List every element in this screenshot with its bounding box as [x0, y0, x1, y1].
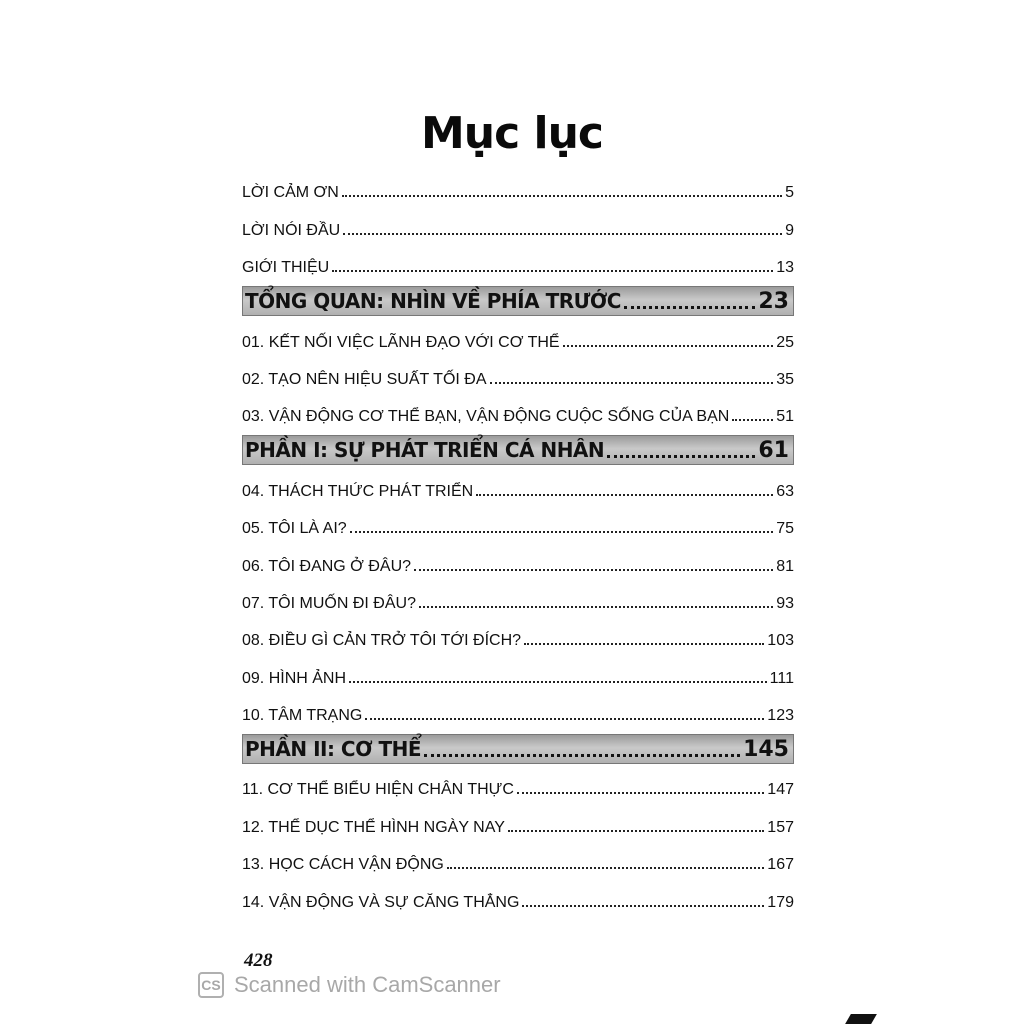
- toc-entry-page: 123: [767, 707, 794, 725]
- toc-dot-leader: [476, 494, 773, 496]
- toc-entry-label: TỔNG QUAN: NHÌN VỀ PHÍA TRƯỚC: [245, 289, 621, 314]
- toc-entry-label: 02. TẠO NÊN HIỆU SUẤT TỐI ĐA: [242, 370, 487, 388]
- toc-entry-page: 25: [776, 333, 794, 351]
- toc-entry-page: 111: [769, 669, 794, 687]
- toc-entry-page: 75: [776, 520, 794, 538]
- toc-dot-leader: [350, 531, 774, 533]
- toc-entry: [242, 879, 794, 916]
- toc-entry: [242, 543, 794, 580]
- toc-entry-page: 51: [776, 408, 794, 426]
- toc-entry-label: 13. HỌC CÁCH VẬN ĐỘNG: [242, 856, 444, 874]
- page-edge-mark: [845, 1014, 877, 1024]
- toc-entry-label: 01. KẾT NỐI VIỆC LÃNH ĐẠO VỚI CƠ THỂ: [242, 333, 560, 351]
- toc-entry-page: 61: [758, 437, 789, 463]
- toc-entry: [242, 207, 794, 244]
- table-of-contents: [242, 170, 794, 917]
- toc-entry-page: 147: [767, 781, 794, 799]
- toc-entry-page: 9: [785, 221, 794, 239]
- toc-entry-label: 07. TÔI MUỐN ĐI ĐÂU?: [242, 594, 416, 612]
- toc-entry-page: 13: [776, 259, 794, 277]
- toc-dot-leader: [522, 905, 764, 907]
- toc-entry: [242, 581, 794, 618]
- toc-entry: [242, 394, 794, 431]
- toc-entry-label: PHẦN I: SỰ PHÁT TRIỂN CÁ NHÂN: [245, 438, 605, 463]
- toc-entry: [242, 245, 794, 282]
- toc-entry-label: 12. THỂ DỤC THỂ HÌNH NGÀY NAY: [242, 818, 505, 836]
- toc-entry: [242, 319, 794, 356]
- toc-dot-leader: [624, 306, 755, 309]
- toc-entry: [242, 804, 794, 841]
- toc-entry: [242, 693, 794, 730]
- watermark-text: Scanned with CamScanner: [234, 972, 501, 997]
- toc-entry-page: 167: [767, 856, 794, 874]
- toc-entry: [242, 468, 794, 505]
- toc-dot-leader: [419, 606, 773, 608]
- toc-entry-page: 145: [743, 736, 789, 762]
- toc-entry-label: 10. TÂM TRẠNG: [242, 707, 363, 725]
- toc-entry: [242, 618, 794, 655]
- toc-entry-page: 23: [758, 288, 789, 314]
- toc-dot-leader: [563, 345, 774, 347]
- toc-entry-label: 06. TÔI ĐANG Ở ĐÂU?: [242, 557, 412, 575]
- toc-dot-leader: [342, 195, 782, 197]
- toc-entry: [242, 842, 794, 879]
- toc-dot-leader: [508, 830, 764, 832]
- camscanner-watermark: [198, 970, 501, 1000]
- toc-entry: [242, 357, 794, 394]
- toc-entry: [242, 655, 794, 692]
- toc-entry: [242, 170, 794, 207]
- toc-entry: [242, 506, 794, 543]
- toc-entry-label: LỜI CẢM ƠN: [242, 184, 339, 202]
- toc-dot-leader: [517, 792, 764, 794]
- toc-dot-leader: [732, 419, 773, 421]
- page-title: Mục lục: [421, 108, 603, 159]
- toc-dot-leader: [349, 681, 767, 683]
- toc-part-heading: [242, 435, 794, 465]
- toc-entry-label: 05. TÔI LÀ AI?: [242, 520, 347, 538]
- toc-part-heading: [242, 286, 794, 316]
- toc-dot-leader: [332, 270, 773, 272]
- toc-dot-leader: [424, 754, 740, 757]
- toc-entry-label: GIỚI THIỆU: [242, 259, 330, 277]
- toc-dot-leader: [365, 718, 764, 720]
- toc-dot-leader: [490, 382, 774, 384]
- toc-part-heading: [242, 734, 794, 764]
- toc-entry-label: 03. VẬN ĐỘNG CƠ THỂ BẠN, VẬN ĐỘNG CUỘC SỐNG CỦA BẠN: [242, 408, 730, 426]
- toc-entry-label: LỜI NÓI ĐẦU: [242, 221, 341, 239]
- toc-entry-label: PHẦN II: CƠ THỂ: [245, 737, 422, 762]
- toc-entry-page: 157: [767, 818, 794, 836]
- toc-entry-label: 08. ĐIỀU GÌ CẢN TRỞ TÔI TỚI ĐÍCH?: [242, 632, 522, 650]
- toc-entry-label: 09. HÌNH ẢNH: [242, 669, 347, 687]
- toc-entry-label: 04. THÁCH THỨC PHÁT TRIỂN: [242, 482, 474, 500]
- toc-entry-page: 179: [767, 893, 794, 911]
- toc-entry: [242, 767, 794, 804]
- toc-entry-label: 11. CƠ THỂ BIỂU HIỆN CHÂN THỰC: [242, 781, 514, 799]
- toc-entry-label: 14. VẬN ĐỘNG VÀ SỰ CĂNG THẲNG: [242, 893, 520, 911]
- toc-dot-leader: [524, 643, 764, 645]
- toc-dot-leader: [447, 867, 764, 869]
- toc-entry-page: 81: [776, 557, 794, 575]
- toc-entry-page: 63: [776, 482, 794, 500]
- toc-entry-page: 93: [776, 594, 794, 612]
- toc-dot-leader: [607, 455, 755, 458]
- toc-dot-leader: [343, 233, 782, 235]
- toc-dot-leader: [414, 569, 773, 571]
- toc-entry-page: 5: [785, 184, 794, 202]
- page-number: 428: [244, 950, 273, 971]
- toc-entry-page: 35: [776, 370, 794, 388]
- camscanner-logo-icon: CS: [198, 972, 224, 998]
- toc-entry-page: 103: [767, 632, 794, 650]
